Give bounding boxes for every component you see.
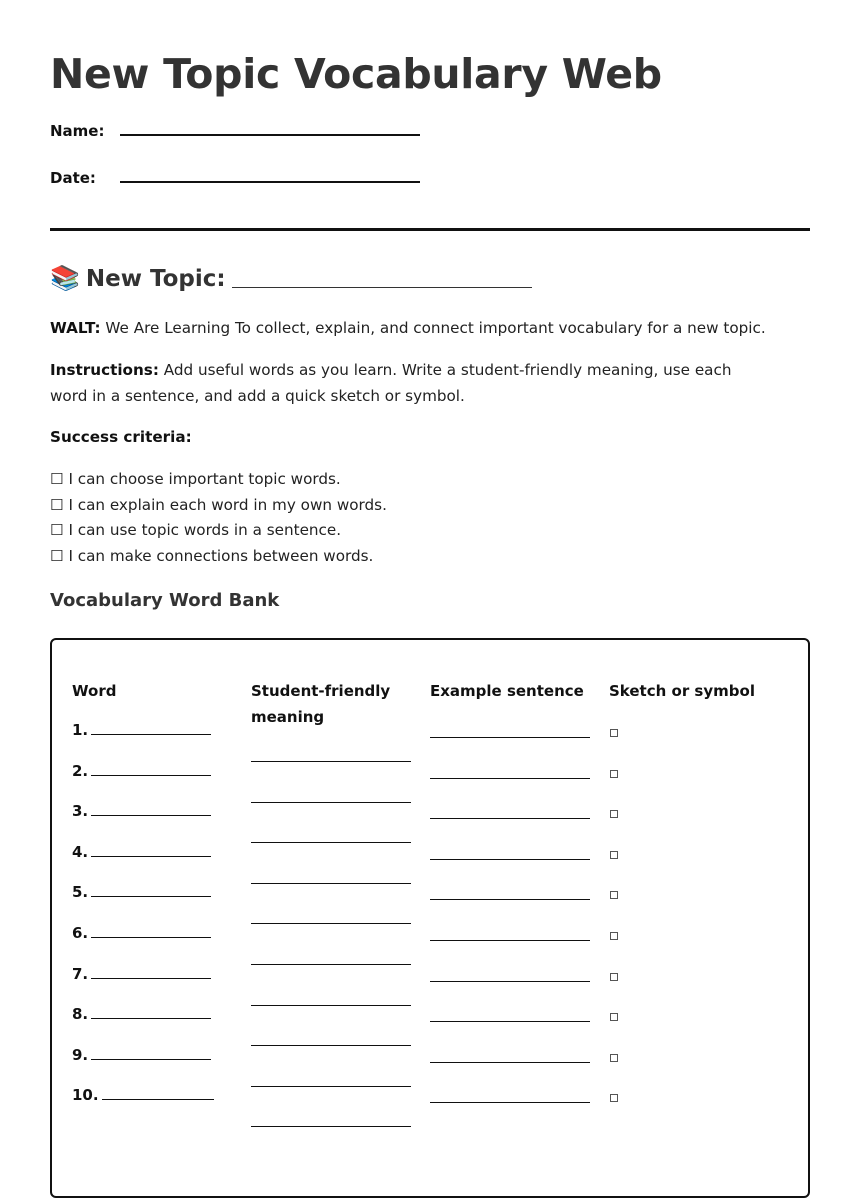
meaning-field[interactable]: [251, 1086, 411, 1087]
word-number: 1.: [72, 721, 89, 739]
success-criterion[interactable]: ☐ I can choose important topic words.: [50, 470, 341, 488]
word-entry: [72, 965, 211, 983]
example-field[interactable]: [430, 1102, 590, 1103]
sketch-box[interactable]: [610, 810, 618, 818]
example-field[interactable]: [430, 940, 590, 941]
word-number: 10.: [72, 1086, 99, 1105]
meaning-field[interactable]: [251, 923, 411, 924]
word-bank-box: [50, 638, 810, 1198]
word-field[interactable]: [91, 967, 211, 979]
date-field-row: [50, 167, 450, 197]
sketch-column-header: Sketch or symbol: [609, 682, 755, 700]
word-number: 9.: [72, 1045, 89, 1064]
word-entry: [72, 924, 211, 942]
sketch-box[interactable]: [610, 770, 618, 778]
word-entry: [72, 843, 211, 861]
meaning-field[interactable]: [251, 802, 411, 803]
date-label: Date:: [50, 169, 96, 187]
name-field[interactable]: [120, 134, 420, 136]
date-field[interactable]: [120, 181, 420, 183]
instructions-paragraph: [50, 357, 770, 409]
word-number: 7.: [72, 964, 89, 983]
example-field[interactable]: [430, 818, 590, 819]
word-number: 8.: [72, 1005, 89, 1024]
word-field[interactable]: [91, 1048, 211, 1060]
word-field[interactable]: [91, 723, 211, 735]
word-number: 6.: [72, 924, 89, 942]
sketch-box[interactable]: [610, 1013, 618, 1021]
sketch-box[interactable]: [610, 1094, 618, 1102]
word-field[interactable]: [91, 845, 211, 857]
word-entry: [72, 762, 211, 780]
meaning-field[interactable]: [251, 1126, 411, 1127]
word-number: 5.: [72, 883, 89, 902]
word-entry: [72, 802, 211, 820]
topic-heading: [50, 264, 532, 292]
topic-label: New Topic:: [85, 266, 226, 292]
example-field[interactable]: [430, 778, 590, 779]
success-criteria-heading: Success criteria:: [50, 428, 192, 446]
word-bank-heading: Vocabulary Word Bank: [50, 590, 280, 611]
sketch-box[interactable]: [610, 891, 618, 899]
topic-field[interactable]: [232, 268, 532, 288]
sketch-box[interactable]: [610, 729, 618, 737]
example-field[interactable]: [430, 1021, 590, 1022]
success-criteria-list: [50, 467, 387, 569]
meaning-column-header: Student-friendly meaning: [251, 682, 391, 726]
meaning-field[interactable]: [251, 964, 411, 965]
example-column-header: Example sentence: [430, 682, 584, 700]
word-entry: [72, 883, 211, 901]
walt-label: WALT:: [50, 319, 101, 337]
example-field[interactable]: [430, 859, 590, 860]
success-criterion[interactable]: ☐ I can make connections between words.: [50, 546, 374, 565]
sketch-box[interactable]: [610, 973, 618, 981]
word-field[interactable]: [91, 885, 211, 897]
word-entry: [72, 1086, 214, 1104]
success-criterion[interactable]: ☐ I can explain each word in my own words.: [50, 495, 387, 514]
page-title: New Topic Vocabulary Web: [50, 50, 662, 98]
meaning-field[interactable]: [251, 842, 411, 843]
word-entry: [72, 721, 211, 739]
meaning-field[interactable]: [251, 883, 411, 884]
sketch-box[interactable]: [610, 1054, 618, 1062]
walt-text: We Are Learning To collect, explain, and connect important vocabulary for a new topic.: [105, 319, 766, 337]
word-entry: [72, 1005, 211, 1023]
example-field[interactable]: [430, 1062, 590, 1063]
section-divider: [50, 228, 810, 231]
word-number: 4.: [72, 842, 89, 861]
word-field[interactable]: [102, 1088, 214, 1100]
meaning-field[interactable]: [251, 1045, 411, 1046]
example-field[interactable]: [430, 737, 590, 738]
example-field[interactable]: [430, 981, 590, 982]
walt-paragraph: [50, 315, 770, 341]
meaning-field[interactable]: [251, 761, 411, 762]
instructions-text: Add useful words as you learn. Write a student-friendly meaning, use each word in a sentence, and add a quick sketch or symbol.: [50, 361, 732, 405]
word-field[interactable]: [91, 926, 211, 938]
word-field[interactable]: [91, 1007, 211, 1019]
word-field[interactable]: [91, 804, 211, 816]
sketch-box[interactable]: [610, 932, 618, 940]
word-column-header: Word: [72, 682, 117, 700]
word-number: 2.: [72, 761, 89, 780]
name-label: Name:: [50, 122, 105, 140]
success-criterion[interactable]: ☐ I can use topic words in a sentence.: [50, 521, 342, 539]
word-number: 3.: [72, 802, 89, 821]
word-field[interactable]: [91, 764, 211, 776]
instructions-label: Instructions:: [50, 361, 159, 379]
word-entry: [72, 1046, 211, 1064]
books-icon: 📚: [50, 264, 80, 292]
meaning-field[interactable]: [251, 1005, 411, 1006]
sketch-box[interactable]: [610, 851, 618, 859]
example-field[interactable]: [430, 899, 590, 900]
name-field-row: [50, 120, 450, 150]
